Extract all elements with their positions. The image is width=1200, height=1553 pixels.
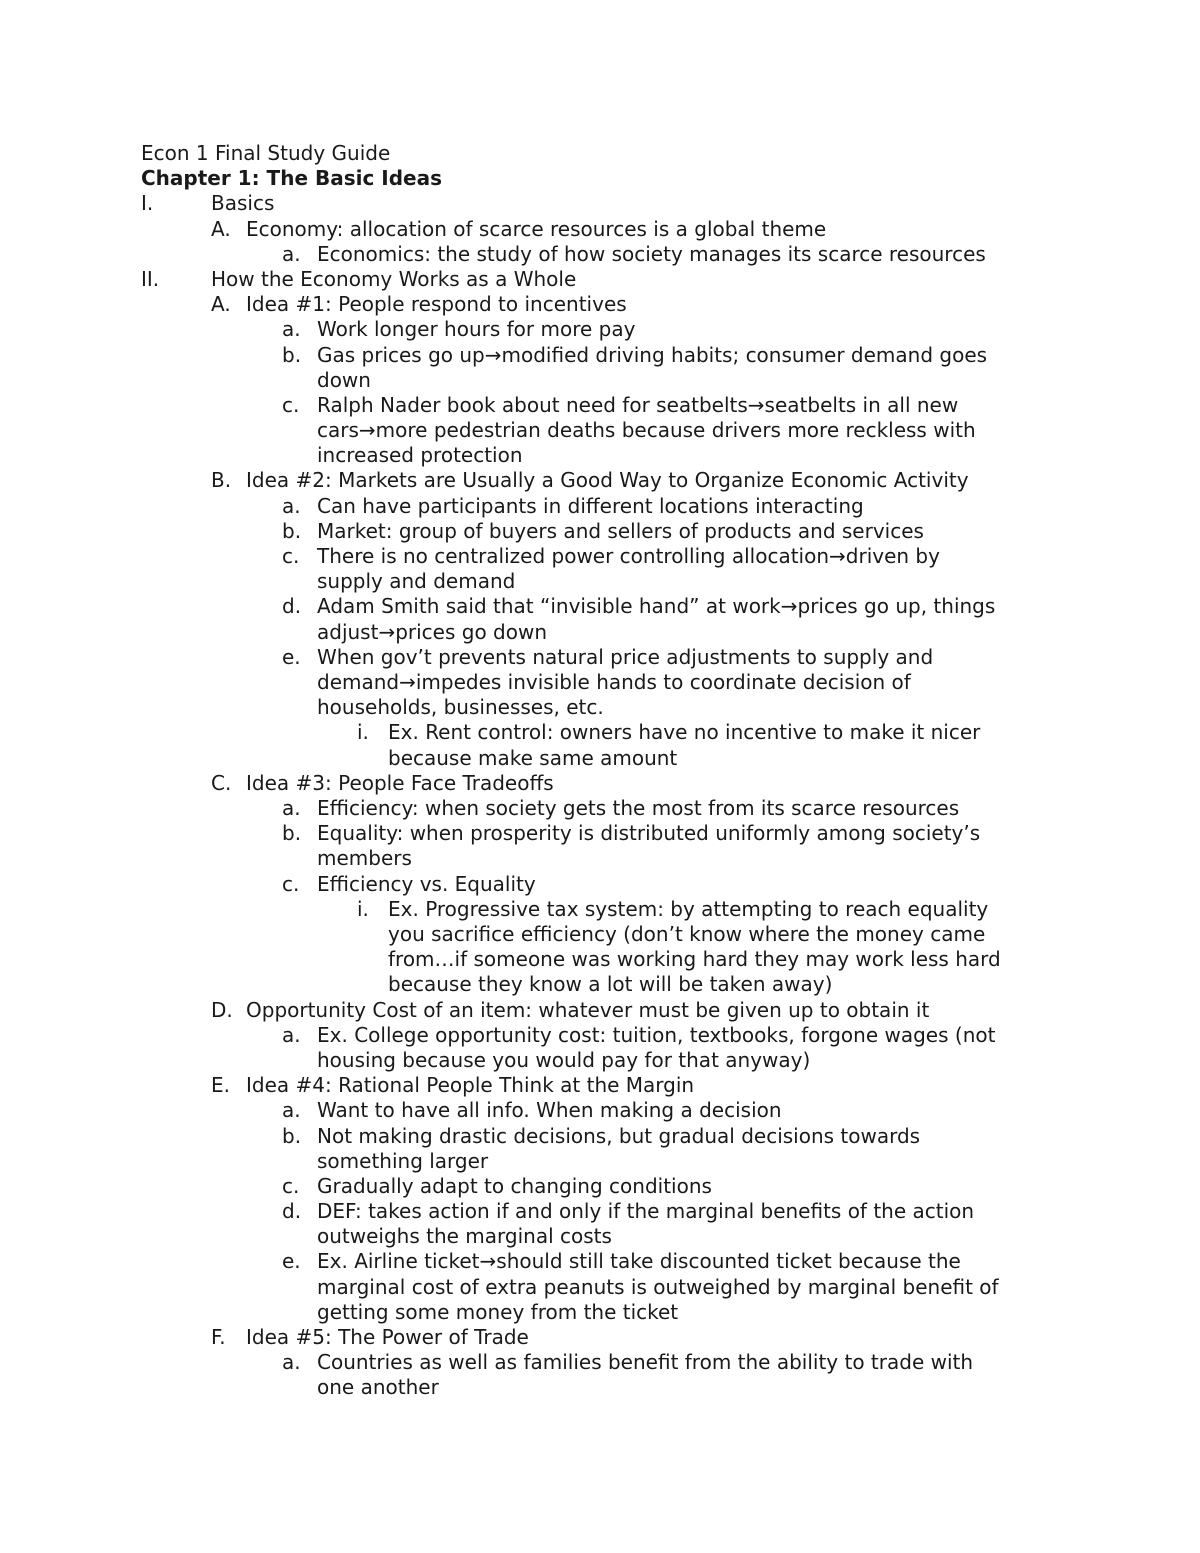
outline-item-level-2: [0, 1325, 1200, 1350]
outline-item-level-3: [0, 796, 1200, 821]
outline-item-level-3: [0, 242, 1200, 267]
outline-marker: b.: [282, 518, 302, 543]
outline-text: [246, 468, 969, 493]
outline-text: [211, 191, 274, 216]
outline-text: [317, 796, 959, 821]
outline-text-line: down: [317, 367, 371, 392]
outline-text-line: cars→more pedestrian deaths because drivers more reckless with: [317, 418, 976, 443]
outline-item-level-2: [0, 468, 1200, 493]
outline-text: [317, 1174, 712, 1199]
outline-marker: c.: [282, 871, 300, 896]
outline-text-line: Gas prices go up→modified driving habits; consumer demand goes: [317, 342, 988, 367]
outline-text-line: Idea #1: People respond to incentives: [246, 292, 627, 317]
document-title-text: Econ 1 Final Study Guide: [141, 141, 391, 165]
outline-text: [246, 771, 554, 796]
outline-text-line: demand→impedes invisible hands to coordinate decision of: [317, 670, 911, 695]
outline-marker: C.: [211, 770, 232, 795]
outline-text-line: members: [317, 846, 412, 871]
outline-text-line: Can have participants in different locations interacting: [317, 493, 864, 518]
outline-text: [246, 1073, 694, 1098]
outline-text-line: Ex. Rent control: owners have no incentive to make it nicer: [388, 720, 981, 745]
outline-text: [317, 645, 933, 721]
outline-item-level-3: [0, 494, 1200, 519]
outline-marker: d.: [282, 1199, 302, 1224]
outline-text-line: Want to have all info. When making a decision: [317, 1098, 782, 1123]
outline-marker: i.: [357, 896, 369, 921]
outline-text: [317, 519, 924, 544]
outline-text-line: Equality: when prosperity is distributed uniformly among society’s: [317, 821, 981, 846]
outline-marker: i.: [357, 720, 369, 745]
outline-text: [317, 343, 987, 393]
outline-marker: B.: [211, 468, 232, 493]
outline-marker: a.: [282, 493, 301, 518]
outline-item-level-3: [0, 645, 1200, 721]
outline-text-line: DEF: takes action if and only if the marginal benefits of the action: [317, 1199, 975, 1224]
outline-item-level-3: [0, 317, 1200, 342]
outline-item-level-3: [0, 1124, 1200, 1174]
outline-text-line: you sacrifice efficiency (don’t know where the money came: [388, 921, 986, 946]
document-page: [0, 141, 1200, 1401]
outline-text-line: Not making drastic decisions, but gradual decisions towards: [317, 1123, 921, 1148]
outline-text: [317, 1098, 782, 1123]
outline-marker: a.: [282, 1098, 301, 1123]
outline-text-line: housing because you would pay for that anyway): [317, 1047, 811, 1072]
outline-text-line: because make same amount: [388, 745, 678, 770]
outline-item-level-3: [0, 544, 1200, 594]
outline-text: [246, 998, 929, 1023]
outline-text-line: Efficiency vs. Equality: [317, 871, 536, 896]
outline-marker: A.: [211, 216, 231, 241]
outline-marker: a.: [282, 241, 301, 266]
outline-text: [317, 1350, 973, 1400]
outline-marker: I.: [141, 191, 154, 216]
outline-item-level-2: [0, 771, 1200, 796]
outline-text-line: getting some money from the ticket: [317, 1299, 679, 1324]
outline-text-line: from…if someone was working hard they may work less hard: [388, 947, 1001, 972]
outline-item-level-2: [0, 1073, 1200, 1098]
outline-item-level-3: [0, 1249, 1200, 1325]
outline-item-level-3: [0, 519, 1200, 544]
outline-marker: e.: [282, 644, 301, 669]
outline-text: [246, 292, 627, 317]
outline-marker: b.: [282, 1123, 302, 1148]
outline-text-line: marginal cost of extra peanuts is outweighed by marginal benefit of: [317, 1274, 999, 1299]
outline-text-line: When gov’t prevents natural price adjustments to supply and: [317, 644, 934, 669]
outline-item-level-2: [0, 998, 1200, 1023]
outline-text: [317, 494, 864, 519]
outline-item-level-3: [0, 1350, 1200, 1400]
outline-marker: F.: [211, 1325, 226, 1350]
outline-text: [388, 720, 980, 770]
outline-marker: II.: [141, 266, 160, 291]
outline-text-line: Economics: the study of how society manages its scarce resources: [317, 241, 986, 266]
outline-text-line: Basics: [211, 191, 275, 216]
outline-marker: a.: [282, 796, 301, 820]
chapter-heading-text: Chapter 1: The Basic Ideas: [141, 166, 443, 191]
outline-text: [317, 393, 976, 469]
outline-marker: D.: [211, 997, 233, 1022]
outline-item-level-3: [0, 1174, 1200, 1199]
outline-item-level-3: [0, 821, 1200, 871]
outline-marker: c.: [282, 392, 300, 417]
outline-item-level-3: [0, 1098, 1200, 1123]
outline-text-line: Adam Smith said that “invisible hand” at work→prices go up, things: [317, 594, 996, 619]
outline-item-level-3: [0, 393, 1200, 469]
outline-text-line: Work longer hours for more pay: [317, 317, 636, 342]
outline-text-line: There is no centralized power controlling allocation→driven by: [317, 544, 940, 569]
outline-text-line: How the Economy Works as a Whole: [211, 266, 577, 291]
outline-text: [317, 1249, 999, 1325]
outline-marker: a.: [282, 1022, 301, 1047]
outline-item-level-1: [0, 191, 1200, 216]
outline-marker: a.: [282, 1350, 301, 1375]
outline-marker: b.: [282, 342, 302, 367]
outline-item-level-3: [0, 343, 1200, 393]
outline-text-line: increased protection: [317, 443, 523, 468]
outline-marker: e.: [282, 1249, 301, 1274]
outline-text-line: Economy: allocation of scarce resources is a global theme: [246, 216, 827, 241]
outline-item-level-1: [0, 267, 1200, 292]
outline-text-line: Gradually adapt to changing conditions: [317, 1173, 712, 1198]
outline-item-level-4: [0, 897, 1200, 998]
outline-text: [317, 594, 995, 644]
outline-text: [317, 1199, 974, 1249]
outline-marker: E.: [211, 1073, 230, 1098]
outline-text: [246, 217, 826, 242]
outline-text: [317, 1023, 995, 1073]
outline-marker: c.: [282, 544, 300, 569]
outline-text-line: Ex. Airline ticket→should still take discounted ticket because the: [317, 1249, 961, 1274]
outline-text: [317, 242, 986, 267]
outline-marker: c.: [282, 1173, 300, 1198]
outline-text-line: Countries as well as families benefit from the ability to trade with: [317, 1350, 974, 1375]
outline-item-level-3: [0, 872, 1200, 897]
outline-text-line: Efficiency: when society gets the most from its scarce resources: [317, 796, 960, 820]
outline-text: [317, 317, 635, 342]
outline-text-line: adjust→prices go down: [317, 619, 548, 644]
outline-text-line: one another: [317, 1375, 439, 1400]
outline-text: [246, 1325, 529, 1350]
chapter-heading: [0, 166, 1200, 191]
outline-text-line: Idea #5: The Power of Trade: [246, 1325, 529, 1350]
outline-text-line: Ralph Nader book about need for seatbelts→seatbelts in all new: [317, 392, 959, 417]
outline-item-level-2: [0, 217, 1200, 242]
outline-text: [317, 821, 980, 871]
outline-text-line: something larger: [317, 1148, 489, 1173]
outline-text-line: Opportunity Cost of an item: whatever must be given up to obtain it: [246, 997, 930, 1022]
outline-item-level-3: [0, 1023, 1200, 1073]
outline-text: [317, 1124, 920, 1174]
outline-text-line: outweighs the marginal costs: [317, 1224, 612, 1249]
outline-text-line: Idea #2: Markets are Usually a Good Way to Organize Economic Activity: [246, 468, 969, 493]
outline-marker: d.: [282, 594, 302, 619]
outline-text: [317, 544, 940, 594]
outline-item-level-3: [0, 594, 1200, 644]
outline-text-line: households, businesses, etc.: [317, 695, 604, 720]
outline-item-level-4: [0, 720, 1200, 770]
document-title: [0, 141, 1200, 166]
outline-text-line: Idea #3: People Face Tradeoffs: [246, 770, 554, 795]
outline-text: [317, 872, 536, 897]
outline-text-line: Ex. Progressive tax system: by attempting to reach equality: [388, 896, 989, 921]
outline-item-level-3: [0, 1199, 1200, 1249]
outline-text-line: supply and demand: [317, 569, 516, 594]
outline-marker: A.: [211, 292, 231, 317]
outline-text: [211, 267, 576, 292]
outline-text-line: Market: group of buyers and sellers of products and services: [317, 518, 924, 543]
outline-text: [388, 897, 1001, 998]
outline-marker: b.: [282, 821, 302, 846]
outline-text-line: Idea #4: Rational People Think at the Margin: [246, 1073, 695, 1098]
outline-list: [0, 191, 1200, 1400]
outline-text-line: Ex. College opportunity cost: tuition, textbooks, forgone wages (not: [317, 1022, 996, 1047]
outline-marker: a.: [282, 317, 301, 342]
outline-text-line: because they know a lot will be taken away): [388, 972, 833, 997]
outline-item-level-2: [0, 292, 1200, 317]
